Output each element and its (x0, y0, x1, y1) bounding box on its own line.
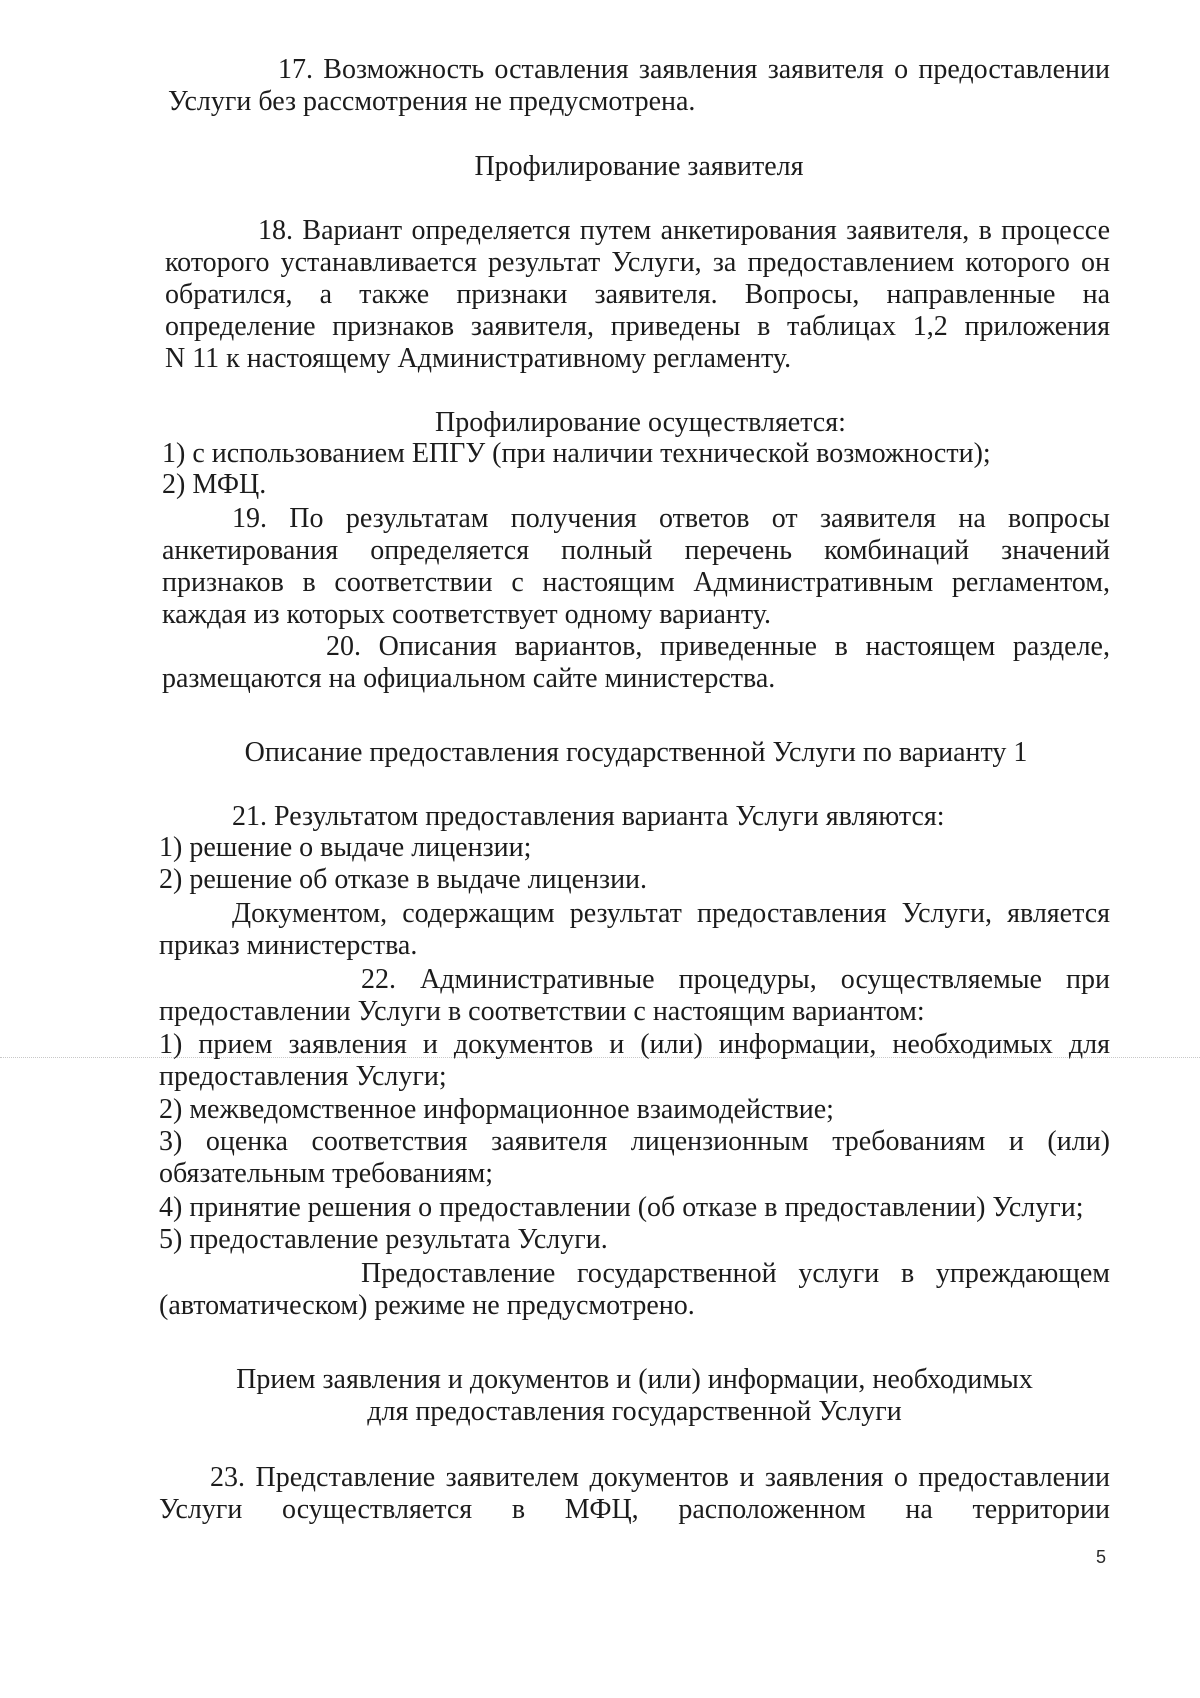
paragraph-19-line-3: признаков в соответствии с настоящим Административным регламентом, (162, 567, 1110, 598)
paragraph-23-line-2: Услуги осуществляется в МФЦ, расположенном на территории (159, 1494, 1110, 1525)
paragraph-17-line-1: 17. Возможность оставления заявления заявителя о предоставлении (278, 54, 1110, 85)
profiling-item-1: 1) с использованием ЕПГУ (при наличии технической возможности); (162, 438, 991, 469)
paragraph-18-line-4: определение признаков заявителя, приведены в таблицах 1,2 приложения (165, 311, 1110, 342)
procedure-item-3-line-1: 3) оценка соответствия заявителя лицензионным требованиям и (или) (159, 1126, 1110, 1157)
paragraph-18-line-1: 18. Вариант определяется путем анкетирования заявителя, в процессе (258, 215, 1110, 246)
procedure-item-2: 2) межведомственное информационное взаимодействие; (159, 1094, 834, 1125)
paragraph-21: 21. Результатом предоставления варианта Услуги являются: (232, 801, 945, 832)
paragraph-19-line-1: 19. По результатам получения ответов от заявителя на вопросы (232, 503, 1110, 534)
paragraph-18-line-5: N 11 к настоящему Административному регламенту. (165, 343, 792, 374)
paragraph-23-line-1: 23. Представление заявителем документов и заявления о предоставлении (210, 1462, 1110, 1493)
paragraph-20-line-2: размещаются на официальном сайте министерства. (162, 663, 776, 694)
profiling-item-2: 2) МФЦ. (162, 469, 267, 500)
section-heading-reception-line-2: для предоставления государственной Услуги (367, 1396, 902, 1427)
paragraph-18-line-2: которого устанавливается результат Услуги, за предоставлением которого он (165, 247, 1110, 278)
paragraph-18-line-3: обратился, а также признаки заявителя. Вопросы, направленные на (165, 279, 1110, 310)
result-item-1: 1) решение о выдаче лицензии; (159, 832, 532, 863)
page-number: 5 (1095, 1547, 1106, 1567)
procedure-item-1-line-1: 1) прием заявления и документов и (или) информации, необходимых для (159, 1029, 1110, 1060)
result-item-2: 2) решение об отказе в выдаче лицензии. (159, 864, 648, 895)
paragraph-19-line-4: каждая из которых соответствует одному варианту. (162, 599, 771, 630)
result-document-line-1: Документом, содержащим результат предоставления Услуги, является (232, 898, 1110, 929)
procedure-item-3-line-2: обязательным требованиям; (159, 1158, 493, 1189)
procedure-item-4: 4) принятие решения о предоставлении (об отказе в предоставлении) Услуги; (159, 1192, 1084, 1223)
paragraph-20-line-1: 20. Описания вариантов, приведенные в настоящем разделе, (326, 631, 1110, 662)
section-heading-reception-line-1: Прием заявления и документов и (или) информации, необходимых (236, 1364, 1033, 1395)
proactive-mode-line-1: Предоставление государственной услуги в упреждающем (361, 1258, 1110, 1289)
section-heading-profiling: Профилирование заявителя (474, 151, 804, 182)
paragraph-19-line-2: анкетирования определяется полный перечень комбинаций значений (162, 535, 1110, 566)
proactive-mode-line-2: (автоматическом) режиме не предусмотрено. (159, 1290, 695, 1321)
result-document-line-2: приказ министерства. (159, 930, 418, 961)
paragraph-22-line-1: 22. Административные процедуры, осуществляемые при (361, 964, 1110, 995)
profiling-intro: Профилирование осуществляется: (435, 407, 846, 438)
section-heading-variant-1: Описание предоставления государственной Услуги по варианту 1 (244, 737, 1028, 768)
paragraph-17-line-2: Услуги без рассмотрения не предусмотрена. (168, 86, 696, 117)
procedure-item-5: 5) предоставление результата Услуги. (159, 1224, 608, 1255)
paragraph-22-line-2: предоставлении Услуги в соответствии с настоящим вариантом: (159, 996, 925, 1027)
procedure-item-1-line-2: предоставления Услуги; (159, 1061, 447, 1092)
